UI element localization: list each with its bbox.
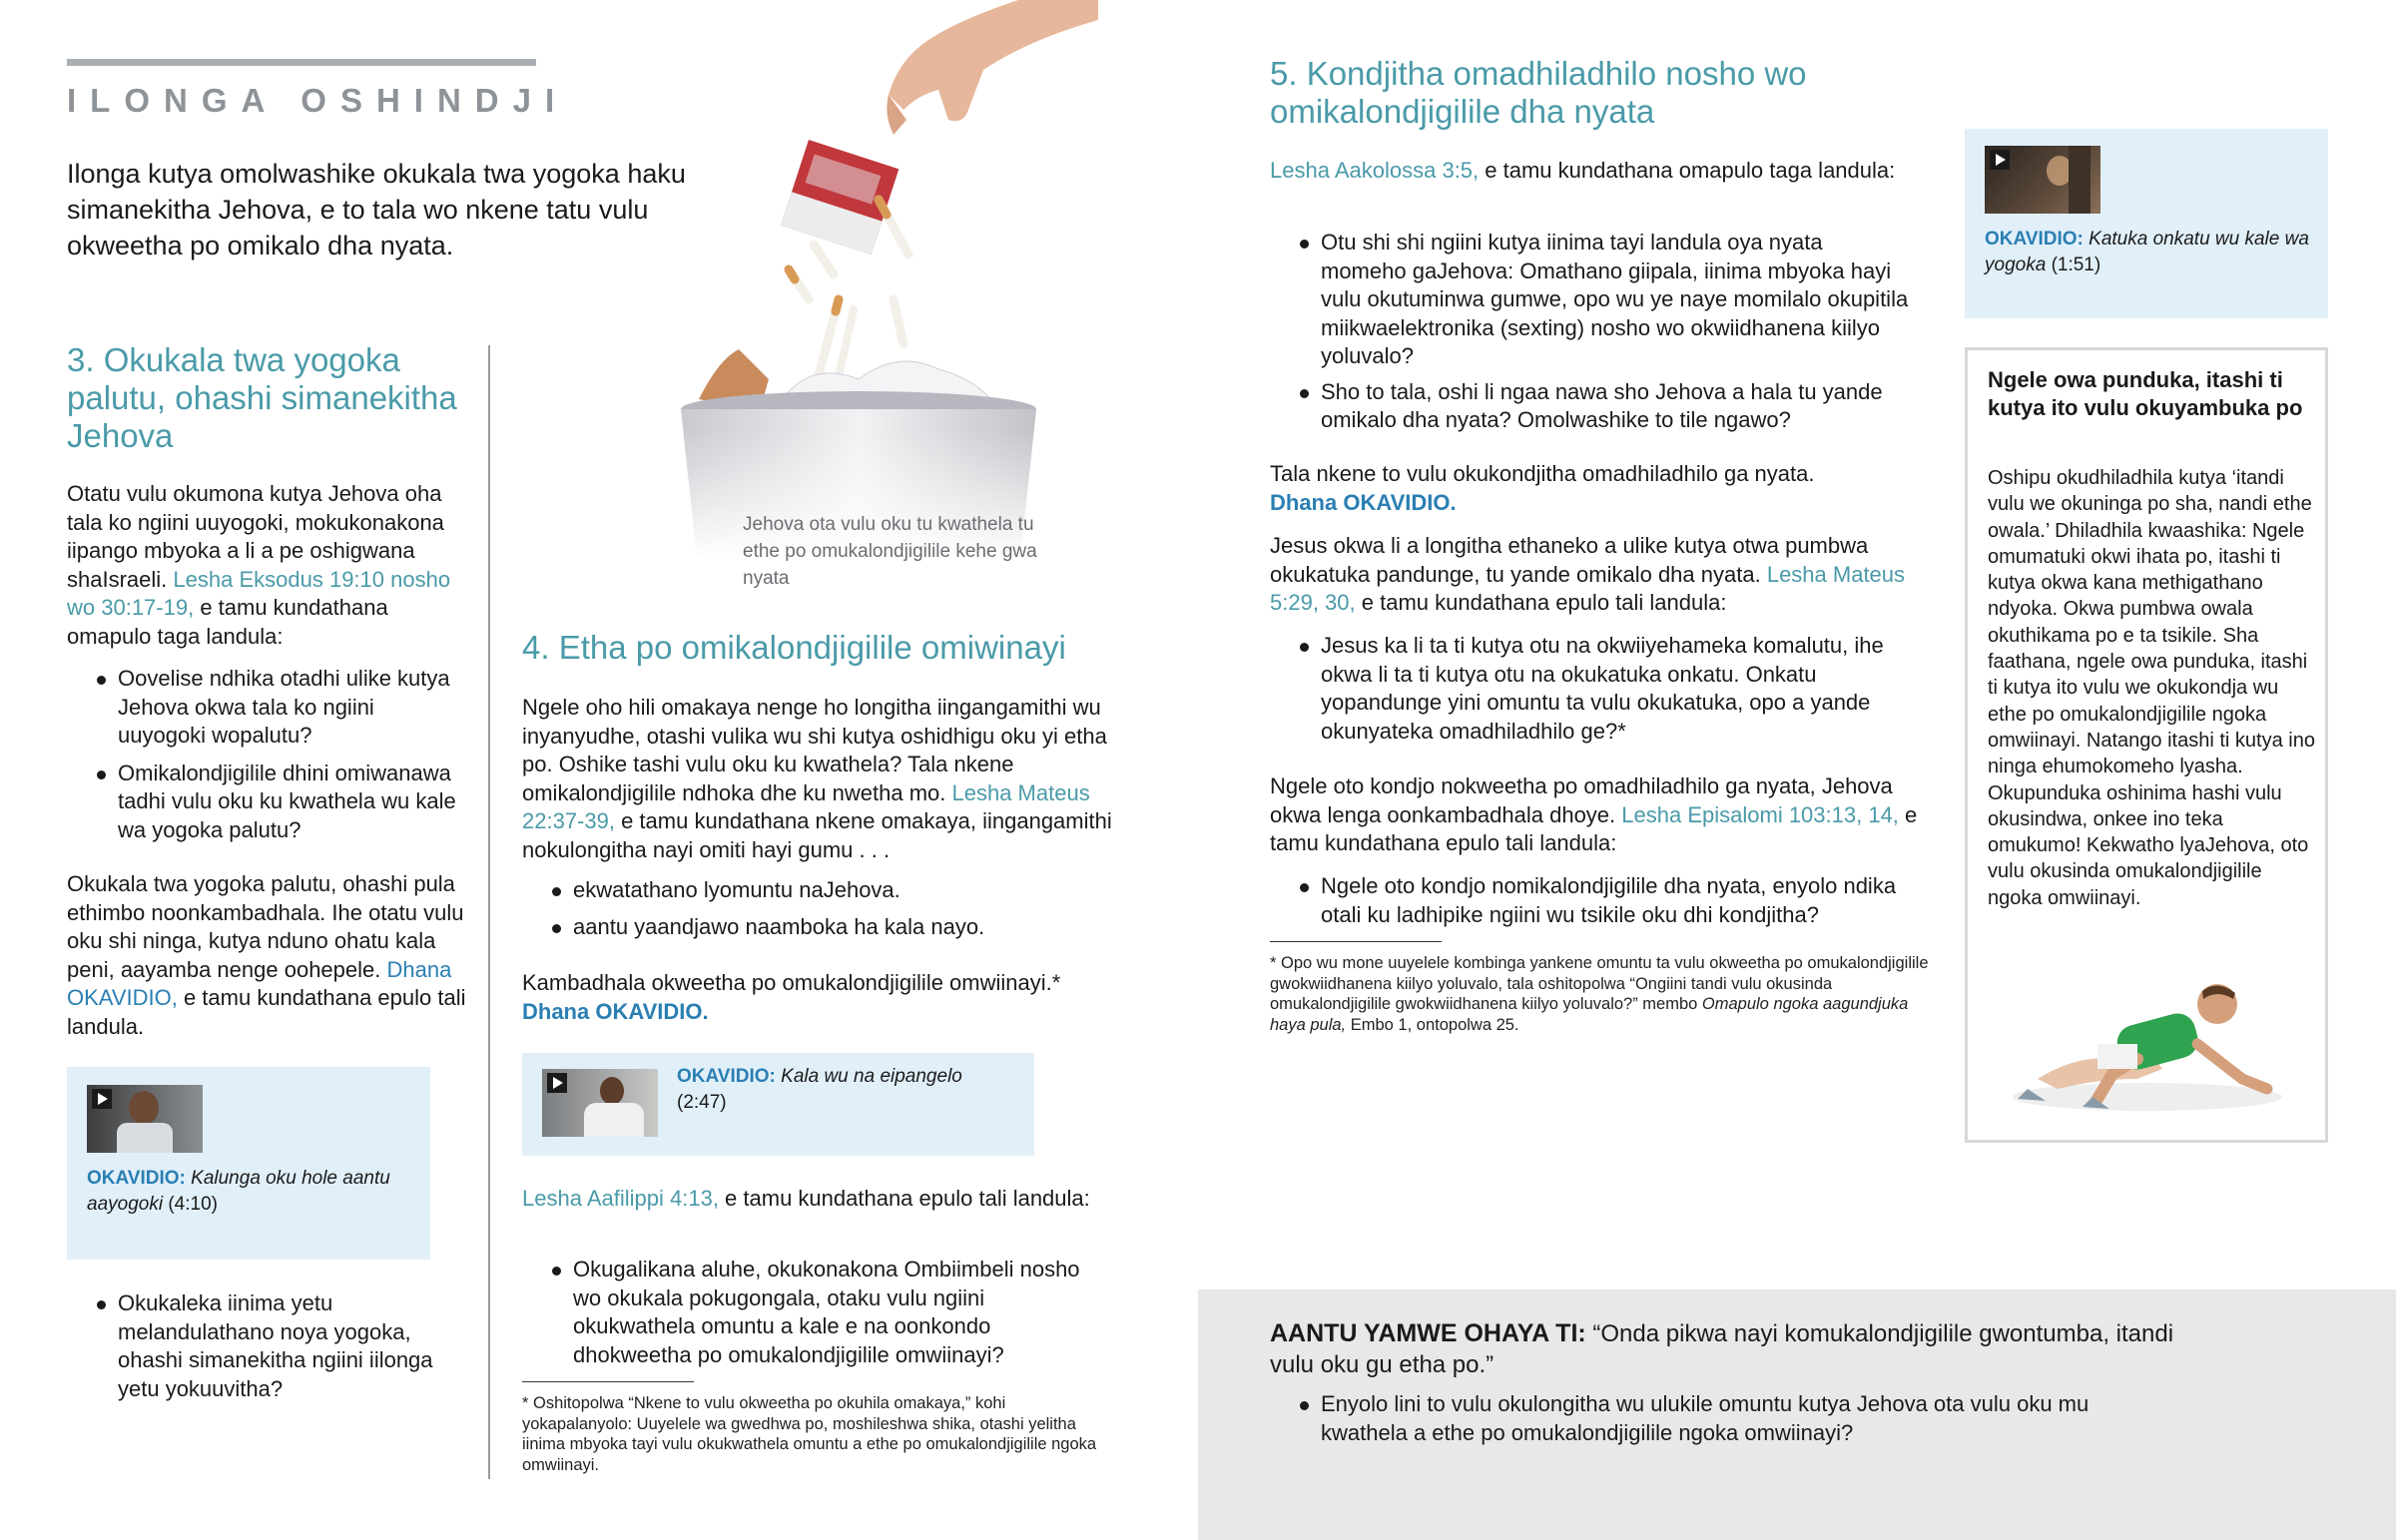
section-4-end-bullet	[547, 1256, 1106, 1369]
list-item: Ngele oto kondjo nomikalondjigilile dha nyata, enyolo ndika otali ku ladhipike ngiini wu tsikile oku dhi kondjitha?	[1295, 872, 1914, 929]
video-box-clean-people[interactable]	[67, 1067, 430, 1260]
section-3-heading: 3. Okukala twa yogoka palutu, ohashi simanekitha Jehova	[67, 341, 457, 454]
sidebar-body: Oshipu okudhiladhila kutya ‘itandi vulu we okuninga po sha, nandi ethe owala.’ Dhiladhila kwaashika: Ngele omumatuki okwi ihata po, itashi ti kutya okwa kana methigathano ndyoka. Okwa pumbwa owala okuthikama po e ta tsikile. Sha faathana, ngele owa punduka, itashi ti kutya ito vulu we okukondja wu ethe po omukalondjigilile ngoka omwiinayi. Natango itashi ti kutya ino ninga ehumokomeho lyasha. Okupunduka oshinima hashi vulu okusindwa, onkee ino teka omukumo! Kekwatho lyaJehova, oto vulu okusinda omukalondjigilile ngoka omwiinayi.	[1988, 467, 2315, 909]
top-rule	[67, 59, 536, 66]
list-item: Sho to tala, oshi li ngaa nawa sho Jehova a hala tu yande omikalo dha nyata? Omolwashike to tile ngawo?	[1295, 378, 1914, 435]
video-caption: OKAVIDIO: Kala wu na eipangelo (2:47)	[677, 1066, 962, 1113]
section-4-paragraph-3: Lesha Aafilippi 4:13, e tamu kundathana epulo tali landula:	[522, 1186, 1090, 1211]
list-item: Jesus ka li ta ti kutya otu na okwiiyehameka komalutu, ihe okwa li ta ti kutya otu na okukatuka onkatu. Onkatu yopandunge yini omuntu ta vulu okukatuka, opo a yande okunyateka omadhiladhilo ge?*	[1295, 632, 1914, 746]
list-item: Okugalikana aluhe, okukonakona Ombiimbeli nosho wo okukala pokugongala, otaku vulu ngiini okukwathela omuntu a kale e na oonkondo dhokweetha po omukalondjigilile omwiinayi?	[547, 1256, 1106, 1369]
section-3-paragraph-1: Otatu vulu okumona kutya Jehova oha tala ko ngiini uuyogoki, mokukonakona iipango mbyoka a li a pe oshigwana shaIsraeli. Lesha Eksodus 19:10 nosho wo 30:17-19, e tamu kundathana omapulo taga landula:	[67, 481, 451, 649]
section-5-bullets-1	[1295, 229, 1914, 435]
video-thumbnail[interactable]	[542, 1069, 658, 1137]
video-link[interactable]: Dhana OKAVIDIO.	[1270, 489, 1457, 515]
video-caption: OKAVIDIO: Kalunga oku hole aantu aayogoki (4:10)	[87, 1168, 390, 1215]
intro-text: Ilonga kutya omolwashike okukala twa yogoka haku simanekitha Jehova, e to tala wo nkene tatu vulu okweetha po omikalo dha nyata.	[67, 159, 686, 260]
sidebar-heading: Ngele owa punduka, itashi ti kutya ito vulu okuyambuka po	[1988, 367, 2303, 420]
play-icon	[1990, 150, 2010, 170]
video-box-self-control[interactable]	[522, 1053, 1034, 1156]
video-link[interactable]: Dhana OKAVIDIO.	[522, 998, 709, 1024]
section-kicker: ILONGA OSHINDJI	[67, 82, 569, 119]
scripture-link-matthew-5[interactable]: Lesha Mateus 5:29, 30,	[1270, 561, 1906, 615]
column-divider	[488, 345, 490, 1479]
video-link[interactable]: Dhana OKAVIDIO,	[67, 956, 452, 1010]
section-4-footnote: * Oshitopolwa “Nkene to vulu okweetha po okuhila omakaya,” kohi yokapalanyolo: Uuyelele wa gwedhwa po, moshileshwa shika, otashi yelitha iinima mbyoka tayi vulu okukwathela omuntu a ethe po omukalondjigilile ngoka omwiinayi.	[522, 1394, 1097, 1474]
footnote-rule	[1270, 941, 1442, 942]
section-5-paragraph-4: Ngele oto kondjo nokweetha po omadhiladhilo ga nyata, Jehova okwa lenga oonkambadhala dhoye. Lesha Episalomi 103:13, 14, e tamu kundathana epulo tali landula:	[1270, 773, 1918, 855]
section-4-paragraph-1: Ngele oho hili omakaya nenge ho longitha iingangamithi wu inyanyudhe, otashi vulika wu shi kutya oshidhigu oku yi etha po. Oshike tashi vulu oku ku kwathela? Tala nkene omikalondjigilile ndhoka dhe ku nwetha mo. Lesha Mateus 22:37-39, e tamu kundathana nkene omakaya, iingangamithi nokulongitha nayi omiti hayi gumu . . .	[522, 695, 1112, 862]
list-item: Okukaleka iinima yetu melandulathano noya yogoka, ohashi simanekitha ngiini iilonga yetu yokuuvitha?	[92, 1289, 466, 1403]
video-thumbnail[interactable]	[87, 1085, 203, 1153]
section-4-heading: 4. Etha po omikalondjigilile omiwinayi	[522, 629, 1066, 666]
section-5-bullets-2	[1295, 632, 1914, 746]
scripture-link-matthew[interactable]: Lesha Mateus 22:37-39,	[522, 779, 1090, 833]
list-item: aantu yaandjawo naamboka ha kala nayo.	[547, 913, 1116, 942]
section-4-paragraph-2: Kambadhala okweetha po omukalondjigilile omwiinayi.* Dhana OKAVIDIO.	[522, 969, 1121, 1026]
hand-shape	[889, 0, 1098, 121]
scripture-link-exodus[interactable]: Lesha Eksodus 19:10 nosho wo 30:17-19,	[67, 566, 451, 620]
others-say-text: AANTU YAMWE OHAYA TI: “Onda pikwa nayi komukalondjigilile gwontumba, itandi vulu oku gu etha po.”	[1270, 1319, 2174, 1378]
section-5-bullets-3	[1295, 872, 1914, 929]
section-4-bullets	[547, 876, 1116, 941]
scripture-link-colossians[interactable]: Lesha Aakolossa 3:5,	[1270, 158, 1480, 183]
scripture-link-psalms[interactable]: Lesha Episalomi 103:13, 14,	[1621, 801, 1899, 827]
others-say-bullet	[1295, 1390, 2173, 1447]
video-thumbnail[interactable]	[1985, 146, 2100, 214]
section-3-bullets	[92, 665, 466, 844]
sidebar-box	[1965, 347, 2328, 1143]
image-caption: Jehova ota vulu oku tu kwathela tu ethe po omukalondjigilile kehe gwa nyata	[743, 514, 1037, 589]
list-item: Oovelise ndhika otadhi ulike kutya Jehova okwa tala ko ngiini uuyogoki wopalutu?	[92, 665, 466, 751]
footnote-rule	[522, 1381, 694, 1382]
section-5-paragraph-2: Tala nkene to vulu okukondjitha omadhiladhilo ga nyata. Dhana OKAVIDIO.	[1270, 460, 1909, 517]
list-item: Omikalondjigilile dhini omiwanawa tadhi vulu oku ku kwathela wu kale wa yogoka palutu?	[92, 760, 466, 845]
play-icon	[92, 1089, 112, 1109]
video-box-take-action[interactable]	[1965, 129, 2328, 318]
section-5-heading: 5. Kondjitha omadhiladhilo nosho wo omikalondjigilile dha nyata	[1270, 55, 1807, 130]
play-icon	[547, 1073, 567, 1093]
list-item: ekwatathano lyomuntu naJehova.	[547, 876, 1116, 905]
section-3-end-bullet	[92, 1289, 466, 1403]
video-caption: OKAVIDIO: Katuka onkatu wu kale wa yogoka (1:51)	[1985, 229, 2309, 275]
section-5-paragraph-3: Jesus okwa li a longitha ethaneko a ulike kutya otwa pumbwa okukatuka pandunge, tu yande omikalo dha nyata. Lesha Mateus 5:29, 30, e tamu kundathana epulo tali landula:	[1270, 533, 1906, 615]
list-item: Enyolo lini to vulu okulongitha wu ulukile omuntu kutya Jehova ota vulu oku mu kwathela a ethe po omukalondjigilile ngoka omwiinayi?	[1295, 1390, 2173, 1447]
runner-illustration	[1998, 949, 2297, 1119]
section-3-paragraph-2: Okukala twa yogoka palutu, ohashi pula ethimbo noonkambadhala. Ihe otatu vulu oku shi ninga, kutya nduno ohatu kala peni, aayamba nenge oohepele. Dhana OKAVIDIO, e tamu kundathana epulo tali landula.	[67, 871, 466, 1039]
section-5-footnote: * Opo wu mone uuyelele kombinga yankene omuntu ta vulu okweetha po omukalondjigilile gwokwiidhanena kiilyo yoluvalo, tala oshitopolwa “Ongiini tandi vulu okusinda omukalondjigilile gwokwiidhanena kiilyo yoluvalo?” membo Omapulo ngoka aagundjuka haya pula, Embo 1, ontopolwa 25.	[1270, 954, 1929, 1034]
list-item: Otu shi shi ngiini kutya iinima tayi landula oya nyata momeho gaJehova: Omathano giipala, iinima mbyoka hayi vulu okutuminwa gumwe, opo wu ye naye momilalo okupitila miikwaelektronika (sexting) nosho wo okwiidhanena kiilyo yoluvalo?	[1295, 229, 1914, 371]
scripture-link-philippians[interactable]: Lesha Aafilippi 4:13,	[522, 1186, 719, 1211]
trash-bin-illustration	[639, 0, 1098, 559]
section-5-paragraph-1: Lesha Aakolossa 3:5, e tamu kundathana omapulo taga landula:	[1270, 158, 1896, 183]
others-say-panel	[1198, 1289, 2396, 1540]
